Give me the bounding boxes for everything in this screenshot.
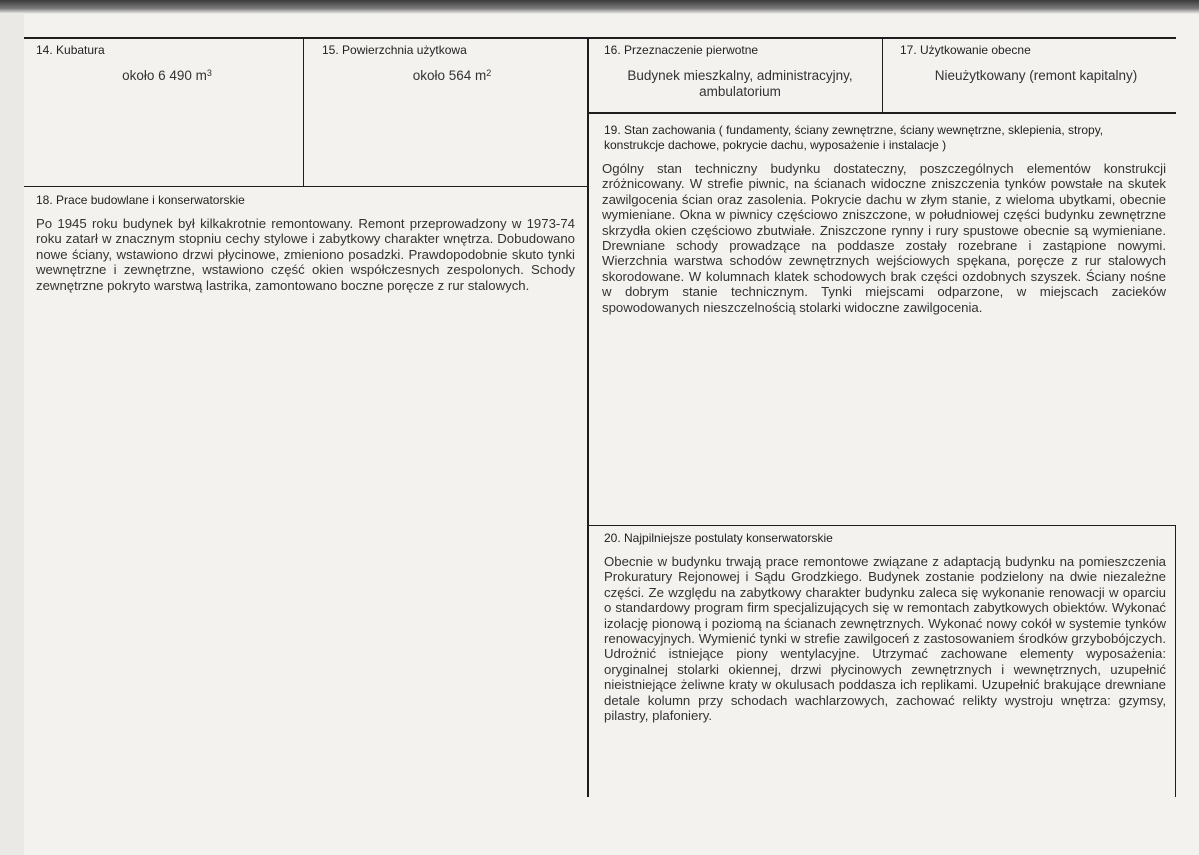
field-17-uzytkowanie — [900, 43, 1172, 109]
field-15-powierzchnia — [322, 43, 582, 183]
rule-above-18 — [24, 186, 588, 187]
field-19-label: 19. Stan zachowania ( fundamenty, ściany zewnętrzne, ściany wewnętrzne, sklepienia, stropy, konstrukcje dachowe, pokrycie dachu, wyposażenie i instalacje ) — [604, 123, 1104, 152]
field-18-prace-budowlane — [36, 193, 575, 513]
field-20-text: Obecnie w budynku trwają prace remontowe związane z adaptacją budynku na pomieszczenia Prokuratury Rejonowej i Sądu Grodzkiego. Budynek zostanie podzielony na dwie niezależne części. Ze względu na zabytkowy charakter budynku zaleca się wykonanie renowacji w oparciu o standardowy program firm specjalizujących się w remontach zabytkowych obiektów. Wykonać izolację pionową i poziomą na ścianach zewnętrznych. Wykonać nowy cokół w systemie tynków renowacyjnych. Wymienić tynki w strefie zawilgoceń z zastosowaniem środków grzybobójczych. Udrożnić istniejące piony wentylacyjne. Utrzymać zachowane elementy wyposażenia: oryginalnej stolarki okiennej, drzwi płycinowych zewnętrznych i wewnętrznych, uzupełnić nieistniejące żeliwne kraty w okulusach poddasza ich replikami. Uzupełnić brakujące drewniane detale kolumn przy schodach wachlarzowych, zachować relikty wystroju wnętrza: gzymsy, pilastry, plafoniery. — [604, 554, 1166, 724]
field-20-label: 20. Najpilniejsze postulaty konserwatorskie — [604, 531, 833, 545]
rule-vertical-14-15 — [303, 37, 304, 186]
field-15-label: 15. Powierzchnia użytkowa — [322, 43, 467, 57]
field-18-label: 18. Prace budowlane i konserwatorskie — [36, 193, 245, 207]
field-16-label: 16. Przeznaczenie pierwotne — [604, 43, 759, 57]
field-14-value — [36, 68, 298, 84]
field-14-kubatura — [36, 43, 298, 183]
field-17-value: Nieużytkowany (remont kapitalny) — [934, 68, 1138, 83]
field-15-value — [322, 68, 582, 84]
field-14-value-exponent: 3 — [206, 68, 212, 78]
scan-top-edge — [0, 0, 1199, 14]
field-17-label: 17. Użytkowanie obecne — [900, 43, 1031, 57]
scan-shadow-left — [0, 14, 24, 855]
rule-vertical-20-right — [1175, 525, 1176, 797]
field-15-value-exponent: 2 — [486, 68, 492, 78]
field-18-text: Po 1945 roku budynek był kilkakrotnie remontowany. Remont przeprowadzony w 1973-74 roku zatarł w znacznym stopniu cechy stylowe i zabytkowy charakter wnętrza. Dobudowano nowe ściany, wstawiono drzwi płycinowe, zmieniono posadzki. Prawdopodobnie skuto tynki wewnętrzne i zewnętrzne, wstawiono część okien współczesnych zespolonych. Schody zewnętrzne pokryto warstwą lastrika, zamontowano boczne poręcze z rur stalowych. — [36, 216, 575, 293]
field-16-przeznaczenie — [604, 43, 876, 109]
field-19-stan-zachowania — [602, 123, 1166, 518]
rule-top — [24, 37, 1176, 39]
rule-vertical-16-17 — [882, 37, 883, 112]
field-14-label: 14. Kubatura — [36, 43, 105, 57]
rule-below-16-17 — [588, 112, 1176, 114]
field-19-text: Ogólny stan techniczny budynku dostateczny, poszczególnych elementów konstrukcji zróżnicowany. W strefie piwnic, na ścianach widoczne zniszczenia tynków powstałe na skutek zawilgocenia ścian oraz zasolenia. Pokrycie dachu w złym stanie, z wieloma ubytkami, obecnie wymieniane. Okna w piwnicy częściowo zniszczone, w południowej części budynku zewnętrzne skrzydła okien częściowo zbutwiałe. Zniszczone rynny i rury spustowe obecnie są wymieniane. Drewniane schody prowadzące na poddasze zostały rozebrane i zastąpione nowymi. Wierzchnia warstwa schodów zewnętrznych wejściowych spękana, poręcze z rur stalowych skorodowane. W kolumnach klatek schodowych brak części ozdobnych szyszek. Ściany nośne w dobrym stanie technicznym. Tynki miejscami odparzone, w miejscach zacieków spowodowanych nieszczelnością stolarki widoczne zawilgocenia. — [602, 161, 1166, 315]
field-20-postulaty — [604, 531, 1166, 793]
rule-above-20 — [588, 525, 1176, 526]
field-15-value-number: około 564 m — [412, 68, 487, 83]
field-14-value-number: około 6 490 m — [122, 68, 207, 83]
rule-vertical-main — [587, 37, 589, 797]
field-16-value: Budynek mieszkalny, administracyjny, ambulatorium — [627, 68, 853, 99]
